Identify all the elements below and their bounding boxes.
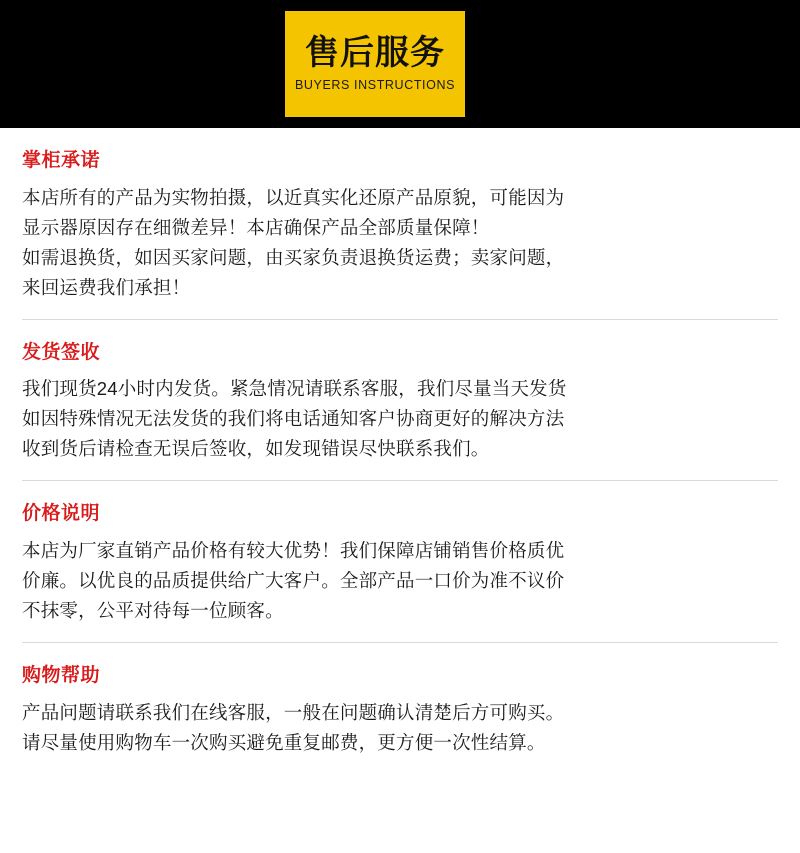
section-line: 如因特殊情况无法发货的我们将电话通知客户协商更好的解决方法 (22, 408, 565, 430)
section-line: 本店为厂家直销产品价格有较大优势！我们保障店铺销售价格质优 (22, 540, 565, 562)
section-pricing (22, 481, 778, 643)
section-body (22, 536, 778, 626)
section-line: 我们现货24小时内发货。紧急情况请联系客服，我们尽量当天发货 (22, 378, 567, 400)
section-shopping-help (22, 643, 778, 782)
section-title: 价格说明 (22, 503, 101, 525)
section-line: 价廉。以优良的品质提供给广大客户。全部产品一口价为准不议价 (22, 570, 565, 592)
section-line: 显示器原因存在细微差异！本店确保产品全部质量保障！ (22, 216, 490, 238)
section-body (22, 698, 778, 758)
section-line: 产品问题请联系我们在线客服，一般在问题确认清楚后方可购买。 (22, 701, 565, 723)
header-banner (0, 0, 800, 128)
section-line: 收到货后请检查无误后签收，如发现错误尽快联系我们。 (22, 438, 490, 460)
section-promise (22, 128, 778, 320)
section-title: 发货签收 (22, 341, 101, 363)
header-badge (285, 11, 465, 117)
banner-title: 售后服务 (305, 34, 445, 73)
section-shipping (22, 320, 778, 482)
banner-subtitle: BUYERS INSTRUCTIONS (294, 77, 456, 92)
section-body (22, 183, 778, 303)
content-area (0, 128, 800, 782)
section-title: 购物帮助 (22, 665, 101, 687)
section-line: 来回运费我们承担！ (22, 276, 191, 298)
section-line: 如需退换货，如因买家问题，由买家负责退换货运费；卖家问题， (22, 246, 565, 268)
section-line: 本店所有的产品为实物拍摄，以近真实化还原产品原貌，可能因为 (22, 186, 565, 208)
section-line: 不抹零，公平对待每一位顾客。 (22, 600, 284, 622)
section-body (22, 374, 778, 464)
section-line: 请尽量使用购物车一次购买避免重复邮费，更方便一次性结算。 (22, 731, 546, 753)
section-title: 掌柜承诺 (22, 150, 101, 171)
